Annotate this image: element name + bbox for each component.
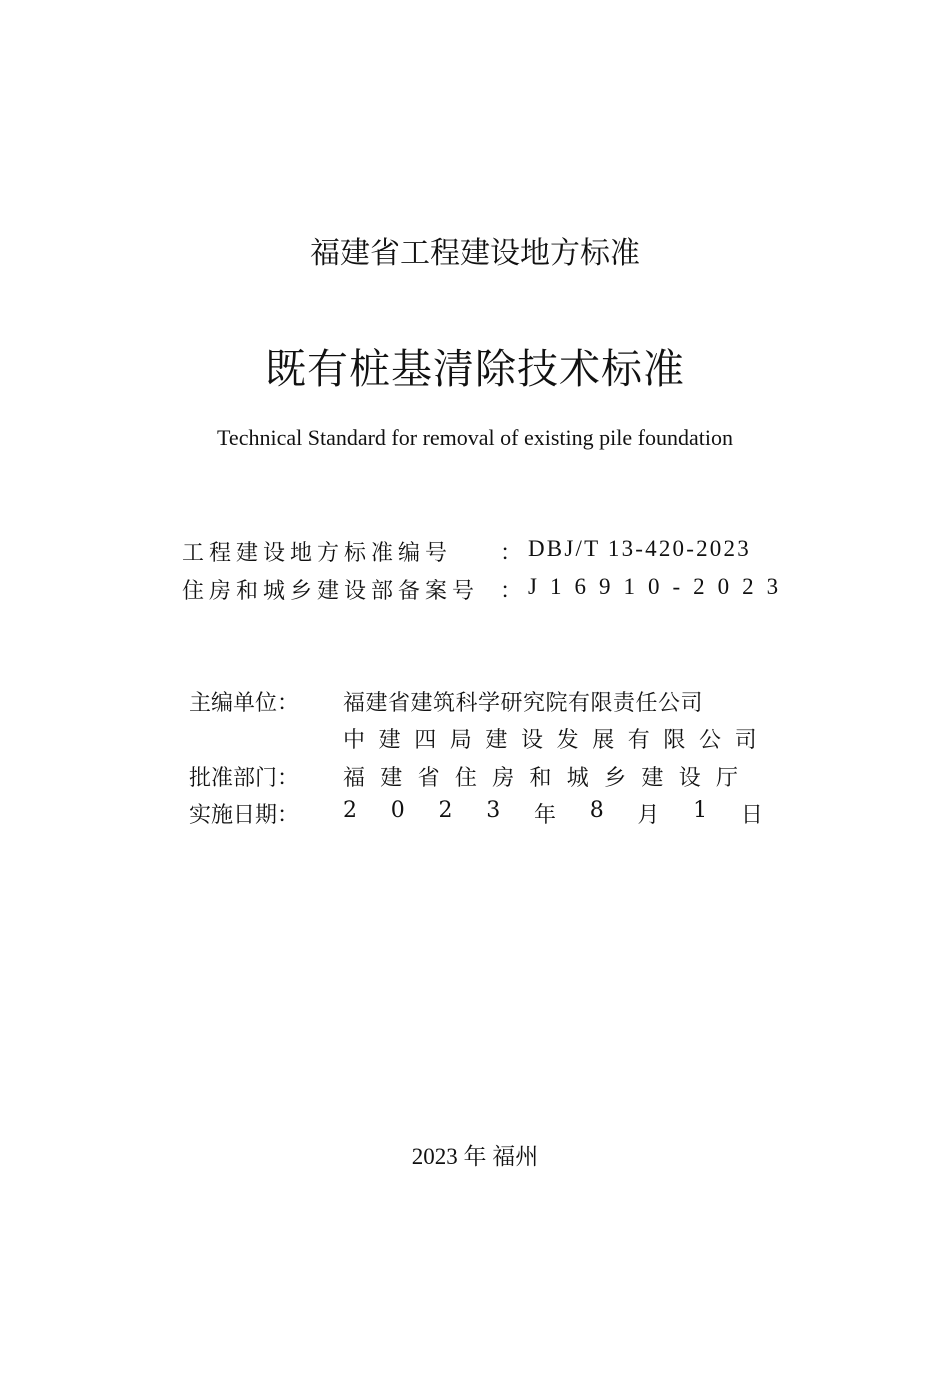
chief-editor-label: 主编单位： (189, 691, 300, 716)
effective-date-row (189, 798, 769, 830)
chief-editor-unit-1: 福建省建筑科学研究院有限责任公司 (343, 691, 704, 716)
filing-number-colon: ： (500, 579, 523, 604)
local-standard-number-colon: ： (500, 541, 523, 566)
date-part: 2 (343, 798, 357, 823)
effective-date-label: 实施日期： (189, 803, 300, 828)
chief-editor-row (189, 686, 769, 718)
local-standard-number-row (182, 536, 782, 568)
approval-label: 批准部门： (189, 766, 300, 791)
english-title: Technical Standard for removal of existing pile foundation (217, 425, 733, 450)
filing-number-label: 住房和城乡建设部备案号 (182, 579, 480, 604)
date-part: 2 (438, 798, 453, 823)
approval-department: 福建省住房和城乡建设厅 (343, 766, 754, 791)
filing-number-value: J16910-2023 (528, 574, 792, 599)
filing-number-row (182, 574, 792, 606)
date-part: 日 (740, 803, 763, 828)
date-part: 0 (390, 798, 405, 823)
date-part: 月 (637, 803, 660, 828)
chief-editor-unit-2: 中建四局建设发展有限公司 (343, 728, 771, 753)
local-standard-number-label: 工程建设地方标准编号 (182, 541, 453, 566)
chief-editor-row-2 (189, 723, 769, 755)
date-part: 年 (533, 803, 556, 828)
date-part: 1 (693, 798, 708, 823)
publication-year-place: 2023 年 福州 (411, 1144, 539, 1169)
local-standard-number-value: DBJ/T 13-420-2023 (528, 536, 751, 561)
series-title: 福建省工程建设地方标准 (310, 236, 640, 271)
date-part: 3 (486, 798, 501, 823)
effective-date-value (343, 798, 763, 829)
date-part: 8 (589, 798, 604, 823)
approval-row (189, 761, 769, 793)
document-title: 既有桩基清除技术标准 (265, 345, 685, 393)
